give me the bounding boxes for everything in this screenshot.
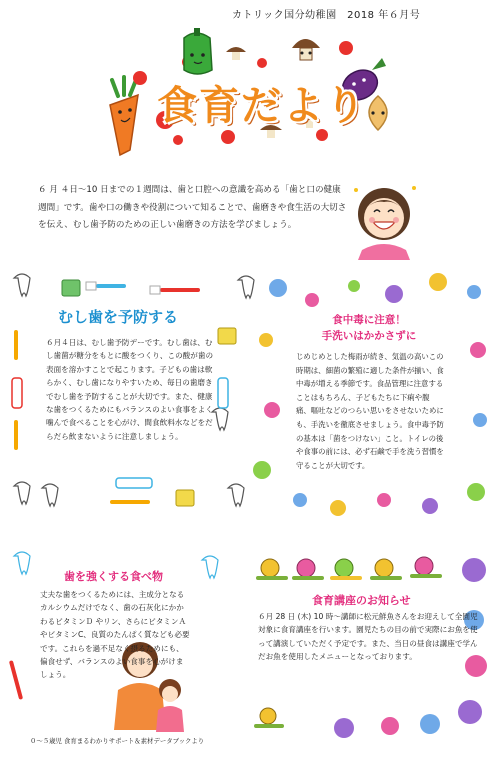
food-poisoning-body: じめじめとした梅雨が続き、気温の高いこの時期は、細菌の繁殖に適した条件が揃い、食中毒が増える季節です。食品管理に注意することはもちろん、子どもたちに下痢や腹痛、嘔吐などのつらい思いをさせないためにも、手洗いを徹底させましょう。食中毒予防の基本は「菌をつけない」こと。トイレの後や食事の前には、必ず石鹸で手を洗う習慣を守ることが大切です。: [296, 352, 444, 470]
food-poisoning-title: [294, 312, 444, 344]
food-poisoning-title-line1: 食中毒に注意！: [332, 314, 406, 326]
intro-paragraph: ６ 月 ４日～10 日までの１週間は、歯と口腔への意識を高める「歯と口の健康週間」です。歯や口の働きや役割について知ることで、歯磨きや食生活の大切さを伝え、むし歯予防のための正しい歯磨きの方法を学びましょう。: [38, 185, 347, 230]
cooking-class-title: 食育講座のお知らせ: [312, 594, 411, 607]
title-banner: [95, 28, 425, 158]
strong-teeth-body: 丈夫な歯をつくるためには、主成分となるカルシウムだけでなく、歯の石灰化にかかわるビタミンＤ やリン、さらにビタミンＡ やビタミンC、良質のたんぱく質なども必要です。これらを過不足なく摂るためにも、偏食せず、バランスのよい食事を心がけましょう。: [40, 590, 190, 680]
page-title: 食育だより: [157, 83, 367, 129]
school-header: カトリック国分幼稚園 2018 年６月号: [232, 10, 421, 21]
strong-teeth-title: 歯を強くする食べ物: [64, 570, 163, 583]
food-poisoning-title-line2: 手洗いはかかさずに: [321, 330, 417, 342]
cooking-class-body: ６月 28 日 (木) 10 時～講師に松元鮮魚さんをお迎えして全園児対象に食育講座を行います。園児たちの目の前で実際にお魚を使って講演していただく予定です。また、当日の昼食は講座で学んだお魚を使用したメニューとなっております。: [258, 612, 478, 662]
cavity-section-body: ６月４日は、むし歯予防デーです。むし歯は、むし歯菌が糖分をもとに酸をつくり、この酸が歯の表面を溶かすことで起こります。子どもの歯は軟らかく、むし歯になりやすいため、毎日の歯磨きでむし歯を予防することが大切です。また、健康な歯をつくるためにもバランスのよい食事をよく噛んで食べることを心がけ、間食飲料水などをだらだら飲まないように注意しましょう。: [46, 338, 214, 441]
cavity-section-title: むし歯を予防する: [58, 308, 179, 326]
source-credit: ０～５歳児 食育まるわかりサポート＆素材データブックより: [30, 737, 205, 745]
smiling-girl-icon: [354, 186, 416, 260]
